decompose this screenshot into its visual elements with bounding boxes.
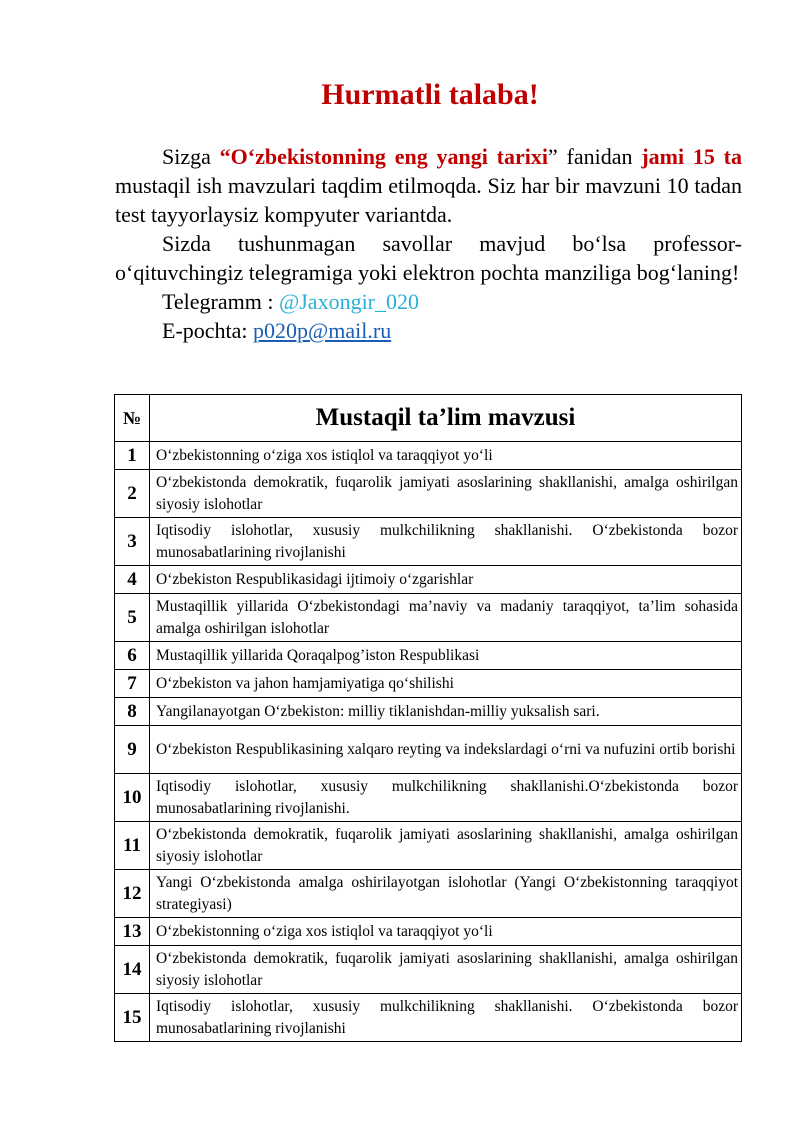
intro-text-c: mustaqil ish mavzulari taqdim etilmoqda. Siz har bir mavzuni 10 tadan test tayyorlaysiz kompyuter variantda. [115, 173, 742, 227]
table-row [115, 670, 742, 698]
row-number: 15 [115, 994, 150, 1042]
table-row [115, 470, 742, 518]
table-row [115, 822, 742, 870]
intro-paragraph-2: Sizda tushunmagan savollar mavjud bo‘lsa professor-o‘qituvchingiz telegramiga yoki elektron pochta manziliga bog‘laning! [115, 231, 742, 285]
table-row [115, 994, 742, 1042]
table-row [115, 946, 742, 994]
row-topic: O‘zbekistonda demokratik, fuqarolik jamiyati asoslarining shakllanishi, amalga oshirilgan siyosiy islohotlar [150, 946, 742, 994]
row-number: 11 [115, 822, 150, 870]
intro-text-a: Sizga [162, 144, 220, 169]
header-number: № [115, 395, 150, 442]
row-topic: O‘zbekiston va jahon hamjamiyatiga qo‘shilishi [150, 670, 742, 698]
row-topic: Iqtisodiy islohotlar, xususiy mulkchilikning shakllanishi. O‘zbekistonda bozor munosabatlarining rivojlanishi [150, 994, 742, 1042]
table-row [115, 918, 742, 946]
topics-table [114, 394, 742, 1042]
telegram-label: Telegramm : [162, 289, 279, 314]
row-number: 3 [115, 518, 150, 566]
total-count: jami 15 ta [641, 144, 742, 169]
row-number: 12 [115, 870, 150, 918]
table-row [115, 726, 742, 774]
table-row [115, 566, 742, 594]
row-number: 1 [115, 442, 150, 470]
row-topic: O‘zbekistonda demokratik, fuqarolik jamiyati asoslarining shakllanishi, amalga oshirilgan siyosiy islohotlar [150, 470, 742, 518]
subject-name: “O‘zbekistonning eng yangi tarixi [219, 144, 548, 169]
row-topic: Yangilanayotgan O‘zbekiston: milliy tiklanishdan-milliy yuksalish sari. [150, 698, 742, 726]
row-topic: Iqtisodiy islohotlar, xususiy mulkchilikning shakllanishi.O‘zbekistonda bozor munosabatlarining rivojlanishi. [150, 774, 742, 822]
intro-text [115, 142, 742, 345]
page-title: Hurmatli talaba! [321, 78, 539, 111]
row-topic: Iqtisodiy islohotlar, xususiy mulkchilikning shakllanishi. O‘zbekistonda bozor munosabatlarining rivojlanishi [150, 518, 742, 566]
row-topic: O‘zbekistonning o‘ziga xos istiqlol va taraqqiyot yo‘li [150, 442, 742, 470]
email-link[interactable]: p020p@mail.ru [253, 318, 392, 343]
header-title: Mustaqil ta’lim mavzusi [150, 395, 742, 442]
email-label: E-pochta: [162, 318, 254, 343]
table-body [115, 442, 742, 1042]
row-topic: Mustaqillik yillarida Qoraqalpog’iston Respublikasi [150, 642, 742, 670]
intro-text-b: ” fanidan [547, 144, 642, 169]
row-topic: O‘zbekiston Respublikasidagi ijtimoiy o‘zgarishlar [150, 566, 742, 594]
table-row [115, 594, 742, 642]
row-number: 4 [115, 566, 150, 594]
row-number: 8 [115, 698, 150, 726]
row-topic: O‘zbekistonda demokratik, fuqarolik jamiyati asoslarining shakllanishi, amalga oshirilgan siyosiy islohotlar [150, 822, 742, 870]
row-number: 14 [115, 946, 150, 994]
row-topic: O‘zbekiston Respublikasining xalqaro reyting va indekslardagi o‘rni va nufuzini ortib borishi [150, 726, 742, 774]
row-number: 6 [115, 642, 150, 670]
table-row [115, 642, 742, 670]
telegram-handle[interactable]: @Jaxongir_020 [278, 289, 420, 314]
table-row [115, 870, 742, 918]
telegram-line [115, 287, 742, 316]
row-number: 9 [115, 726, 150, 774]
table-row [115, 518, 742, 566]
row-number: 5 [115, 594, 150, 642]
row-topic: Yangi O‘zbekistonda amalga oshirilayotgan islohotlar (Yangi O‘zbekistonning taraqqiyot strategiyasi) [150, 870, 742, 918]
row-topic: O‘zbekistonning o‘ziga xos istiqlol va taraqqiyot yo‘li [150, 918, 742, 946]
row-number: 10 [115, 774, 150, 822]
row-topic: Mustaqillik yillarida O‘zbekistondagi ma’naviy va madaniy taraqqiyot, ta’lim sohasida amalga oshirilgan islohotlar [150, 594, 742, 642]
row-number: 7 [115, 670, 150, 698]
row-number: 13 [115, 918, 150, 946]
email-line [115, 316, 742, 345]
row-number: 2 [115, 470, 150, 518]
table-header-row [115, 395, 742, 442]
table-row [115, 698, 742, 726]
table-row [115, 442, 742, 470]
table-row [115, 774, 742, 822]
intro-paragraph-1 [115, 142, 742, 229]
